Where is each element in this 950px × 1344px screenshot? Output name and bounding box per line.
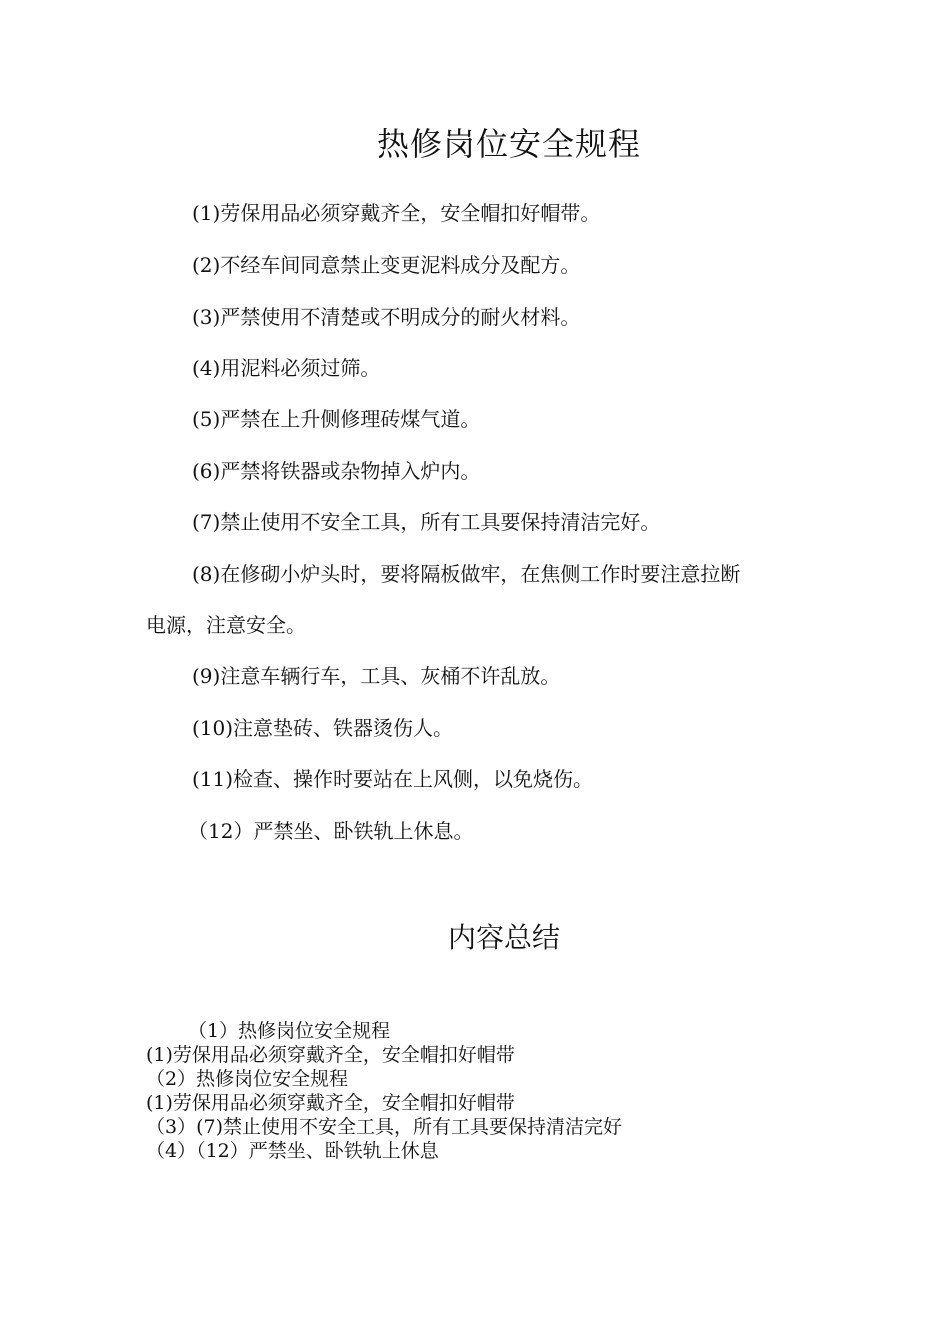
rule-9: (9)注意车辆行车，工具、灰桶不许乱放。 (192, 664, 561, 688)
summary-line-6: （4）（12）严禁坐、卧铁轨上休息 (146, 1140, 439, 1162)
rule-2: (2)不经车间同意禁止变更泥料成分及配方。 (192, 253, 581, 277)
summary-line-4: (1)劳保用品必须穿戴齐全，安全帽扣好帽带 (146, 1092, 515, 1114)
summary-line-1: （1）热修岗位安全规程 (188, 1020, 391, 1042)
rule-1: (1)劳保用品必须穿戴齐全，安全帽扣好帽带。 (192, 201, 601, 225)
rule-11: (11)检查、操作时要站在上风侧，以免烧伤。 (192, 767, 594, 791)
rule-5: (5)严禁在上升侧修理砖煤气道。 (192, 407, 481, 431)
rule-8-continuation: 电源，注意安全。 (146, 613, 306, 637)
rule-10: (10)注意垫砖、铁器烫伤人。 (192, 716, 454, 740)
rule-8: (8)在修砌小炉头时，要将隔板做牢，在焦侧工作时要注意拉断 (192, 562, 741, 586)
rule-7: (7)禁止使用不安全工具，所有工具要保持清洁完好。 (192, 510, 661, 534)
summary-line-2: (1)劳保用品必须穿戴齐全，安全帽扣好帽带 (146, 1044, 515, 1066)
rule-6: (6)严禁将铁器或杂物掉入炉内。 (192, 459, 481, 483)
document-title: 热修岗位安全规程 (376, 125, 641, 163)
summary-line-3: （2）热修岗位安全规程 (146, 1068, 349, 1090)
summary-line-5: （3）(7)禁止使用不安全工具，所有工具要保持清洁完好 (146, 1116, 623, 1138)
rule-12: （12）严禁坐、卧铁轨上休息。 (188, 819, 474, 843)
rule-3: (3)严禁使用不清楚或不明成分的耐火材料。 (192, 305, 581, 329)
rule-4: (4)用泥料必须过筛。 (192, 356, 381, 380)
summary-title: 内容总结 (447, 921, 560, 954)
